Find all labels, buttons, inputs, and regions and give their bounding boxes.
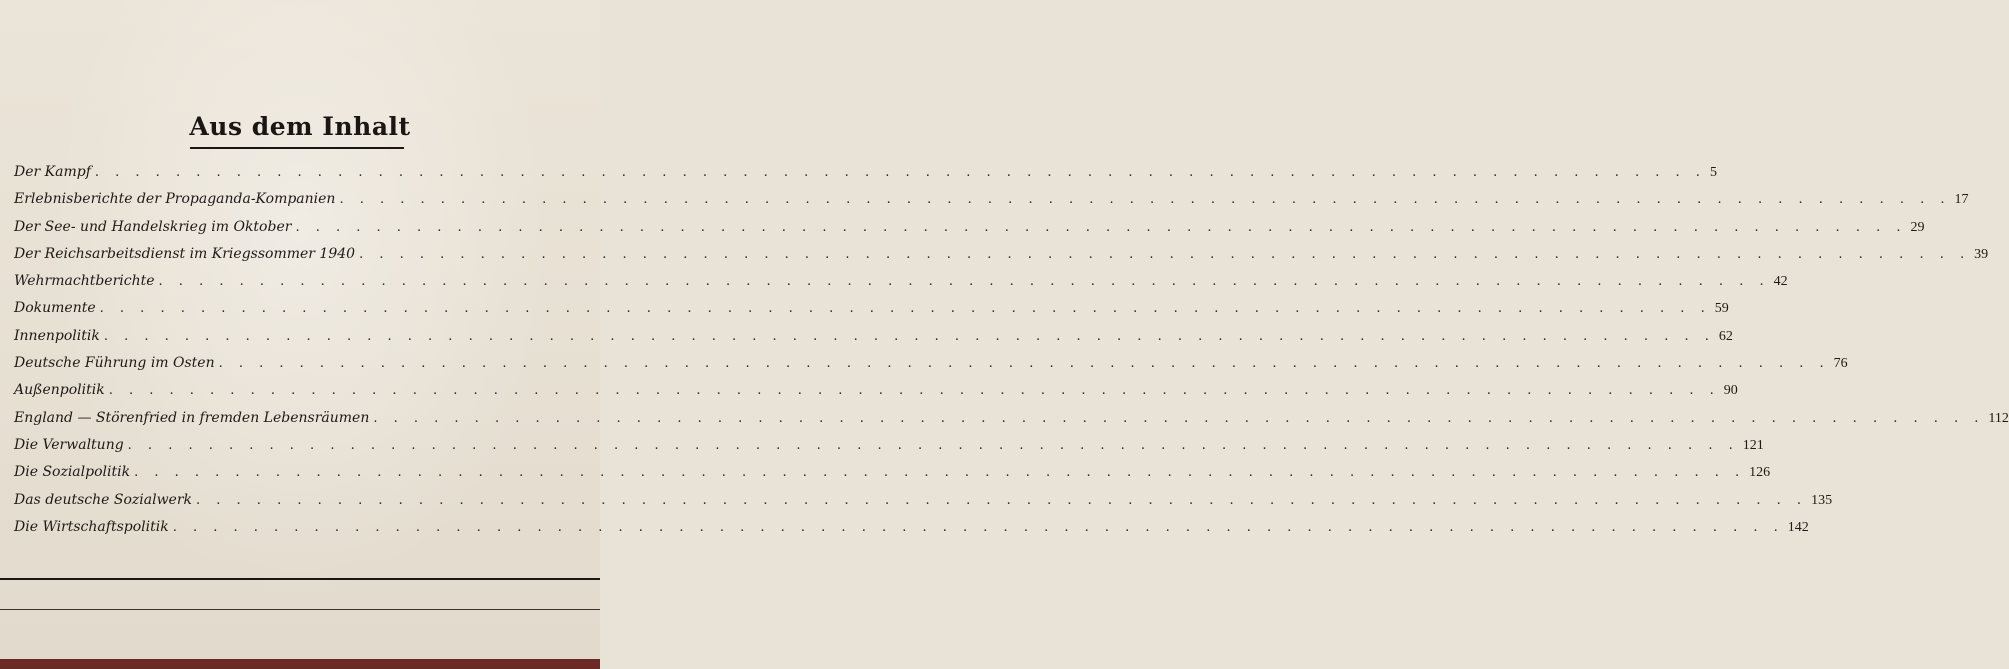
bottom-rule xyxy=(0,578,600,580)
toc-leader-dots: . . . . . . . . . . . . . . . . . . . . . . . . . . . . . . . . . . . . . . . . . . . . . . . . . . . . . . . . . . . . . . . . . . . . . . . . . . . . . . . . xyxy=(127,437,1739,453)
toc-entry-page: 59 xyxy=(1714,301,1729,317)
toc-entry xyxy=(14,241,1989,268)
toc-entry-label: Wehrmachtberichte xyxy=(14,273,155,290)
toc-entry xyxy=(14,459,1771,486)
toc-entry-page: 112 xyxy=(1988,410,2009,426)
toc-entry xyxy=(14,214,1925,241)
toc-entry xyxy=(14,323,1733,350)
toc-entry-label: Der Kampf xyxy=(14,164,91,180)
title-underline xyxy=(190,147,404,149)
toc-leader-dots: . . . . . . . . . . . . . . . . . . . . . . . . . . . . . . . . . . . . . . . . . . . . . . . . . . . . . . . . . . . . . . . . . . . . . . . . . . . . . . . . xyxy=(103,328,1715,344)
toc-leader-dots: . . . . . . . . . . . . . . . . . . . . . . . . . . . . . . . . . . . . . . . . . . . . . . . . . . . . . . . . . . . . . . . . . . . . . . . . . . . . . . . . xyxy=(339,192,1951,208)
toc-entry-page: 39 xyxy=(1974,246,1989,262)
toc-entry xyxy=(14,350,1848,377)
toc-entry-label: Außenpolitik xyxy=(14,382,105,399)
toc-entry-label: Das deutsche Sozialwerk xyxy=(14,491,193,508)
toc-entry-label: Deutsche Führung im Osten xyxy=(14,355,215,372)
toc-entry-page: 90 xyxy=(1723,383,1738,399)
toc-entry xyxy=(14,186,1969,213)
toc-entry xyxy=(14,159,1717,186)
toc-entry-page: 121 xyxy=(1742,437,1764,453)
table-of-contents xyxy=(14,159,2009,541)
toc-leader-dots: . . . . . . . . . . . . . . . . . . . . . . . . . . . . . . . . . . . . . . . . . . . . . . . . . . . . . . . . . . . . . . . . . . . . . . . . . . . . . . . . xyxy=(134,465,1746,481)
toc-entry-label: England — Störenfried in fremden Lebensräumen xyxy=(14,409,370,426)
toc-entry-label: Der See- und Handelskrieg im Oktober xyxy=(14,218,292,235)
toc-leader-dots: . . . . . . . . . . . . . . . . . . . . . . . . . . . . . . . . . . . . . . . . . . . . . . . . . . . . . . . . . . . . . . . . . . . . . . . . . . . . . . . . xyxy=(99,301,1711,317)
toc-entry-page: 29 xyxy=(1910,219,1925,235)
toc-leader-dots: . . . . . . . . . . . . . . . . . . . . . . . . . . . . . . . . . . . . . . . . . . . . . . . . . . . . . . . . . . . . . . . . . . . . . . . . . . . . . . . . xyxy=(218,356,1830,372)
toc-leader-dots: . . . . . . . . . . . . . . . . . . . . . . . . . . . . . . . . . . . . . . . . . . . . . . . . . . . . . . . . . . . . . . . . . . . . . . . . . . . . . . . . xyxy=(108,383,1720,399)
toc-entry xyxy=(14,295,1729,322)
toc-entry xyxy=(14,268,1788,295)
toc-leader-dots: . . . . . . . . . . . . . . . . . . . . . . . . . . . . . . . . . . . . . . . . . . . . . . . . . . . . . . . . . . . . . . . . . . . . . . . . . . . . . . . . xyxy=(172,519,1784,535)
toc-leader-dots: . . . . . . . . . . . . . . . . . . . . . . . . . . . . . . . . . . . . . . . . . . . . . . . . . . . . . . . . . . . . . . . . . . . . . . . . . . . . . . . . xyxy=(359,246,1971,262)
toc-entry-label: Die Sozialpolitik xyxy=(14,464,131,481)
toc-entry-label: Dokumente xyxy=(14,300,96,317)
toc-entry-page: 42 xyxy=(1773,274,1788,290)
toc-entry-label: Die Verwaltung xyxy=(14,436,124,453)
toc-entry-label: Innenpolitik xyxy=(14,327,100,344)
toc-entry-page: 142 xyxy=(1787,519,1809,535)
toc-leader-dots: . . . . . . . . . . . . . . . . . . . . . . . . . . . . . . . . . . . . . . . . . . . . . . . . . . . . . . . . . . . . . . . . . . . . . . . . . . . . . . . . xyxy=(94,165,1706,180)
toc-entry xyxy=(14,432,1764,459)
toc-entry xyxy=(14,377,1738,404)
toc-entry-label: Die Wirtschaftspolitik xyxy=(14,518,169,535)
toc-entry-label: Der Reichsarbeitsdienst im Kriegssommer 1940 xyxy=(14,245,356,262)
toc-leader-dots: . . . . . . . . . . . . . . . . . . . . . . . . . . . . . . . . . . . . . . . . . . . . . . . . . . . . . . . . . . . . . . . . . . . . . . . . . . . . . . . . xyxy=(158,274,1770,290)
toc-entry-page: 62 xyxy=(1718,328,1733,344)
toc-entry-page: 17 xyxy=(1954,192,1969,208)
toc-entry-page: 76 xyxy=(1833,356,1848,372)
toc-entry-label: Erlebnisberichte der Propaganda-Kompanien xyxy=(14,191,336,208)
toc-entry xyxy=(14,487,1833,514)
toc-entry-page: 135 xyxy=(1811,492,1833,508)
toc-entry-page: 126 xyxy=(1749,465,1771,481)
toc-leader-dots: . . . . . . . . . . . . . . . . . . . . . . . . . . . . . . . . . . . . . . . . . . . . . . . . . . . . . . . . . . . . . . . . . . . . . . . . . . . . . . . . xyxy=(196,492,1808,508)
toc-leader-dots: . . . . . . . . . . . . . . . . . . . . . . . . . . . . . . . . . . . . . . . . . . . . . . . . . . . . . . . . . . . . . . . . . . . . . . . . . . . . . . . . xyxy=(295,219,1907,235)
toc-leader-dots: . . . . . . . . . . . . . . . . . . . . . . . . . . . . . . . . . . . . . . . . . . . . . . . . . . . . . . . . . . . . . . . . . . . . . . . . . . . . . . . . xyxy=(373,410,1985,426)
toc-entry xyxy=(14,514,1809,541)
page-title: Aus dem Inhalt xyxy=(189,112,411,141)
toc-entry-page: 5 xyxy=(1709,165,1717,180)
page-edge xyxy=(0,659,600,669)
toc-entry xyxy=(14,405,2009,432)
bottom-rule-secondary xyxy=(0,609,600,610)
